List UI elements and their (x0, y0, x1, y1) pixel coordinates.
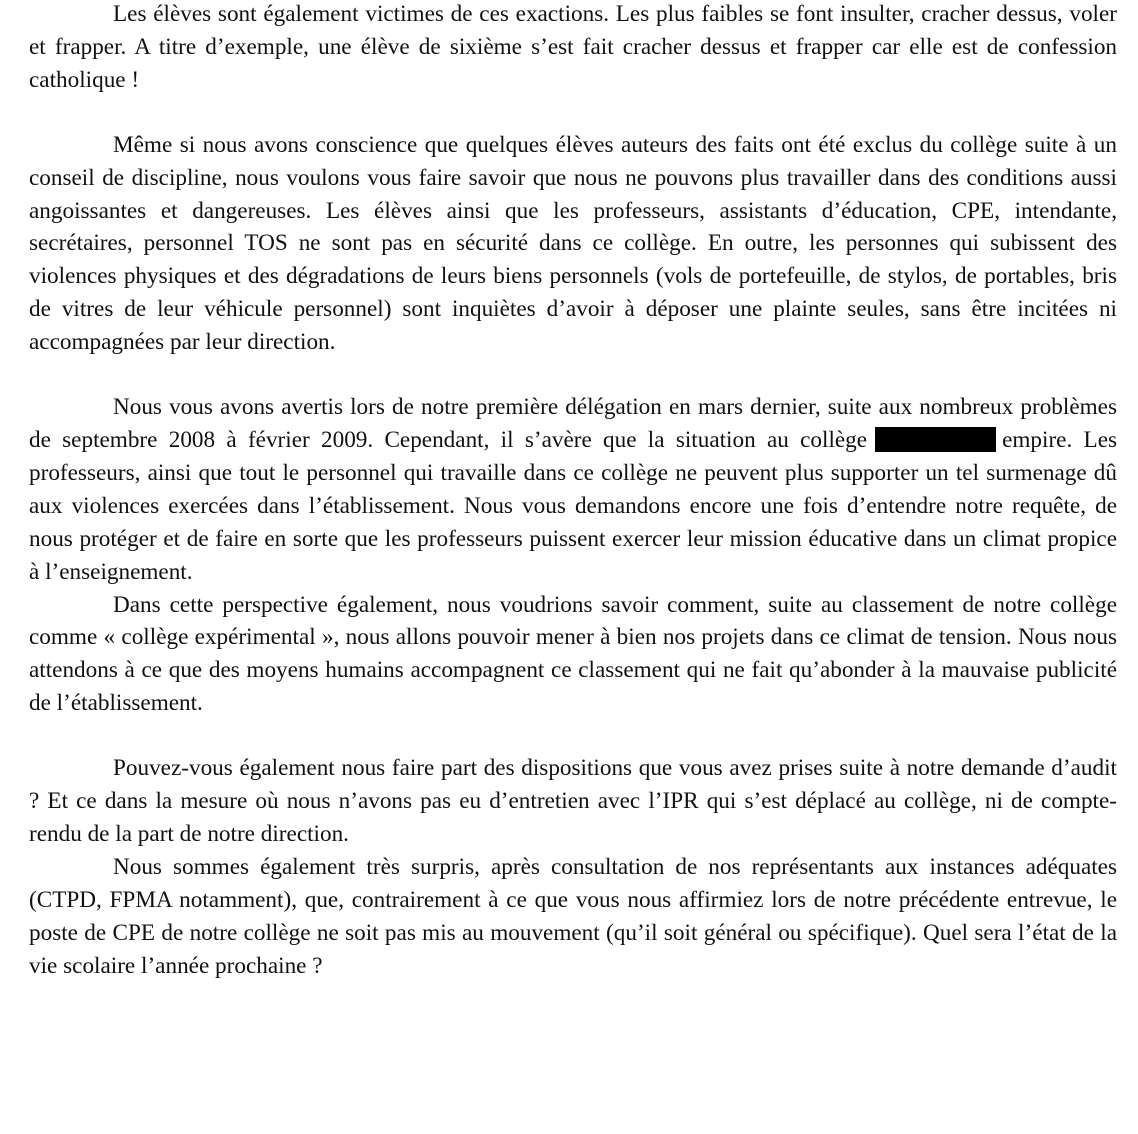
paragraph-experimental: Dans cette perspective également, nous voudrions savoir comment, suite au classement de notre collège comme « collège expérimental », nous allons pouvoir mener à bien nos projets dans ce climat de tension. Nous nous attendons à ce que des moyens humains accompagnent ce classement qui ne fait qu’abonder à la mauvaise publicité de l’établissement. (29, 591, 1117, 717)
paragraph-cpe: Nous sommes également très surpris, après consultation de nos représentants aux instances adéquates (CTPD, FPMA notamment), que, contrairement à ce que vous nous affirmiez lors de notre précédente entrevue, le poste de CPE de notre collège ne soit pas mis au mouvement (qu’il soit général ou spécifique). Quel sera l’état de la vie scolaire l’année prochaine ? (29, 853, 1117, 979)
paragraph-delegation (29, 391, 1117, 588)
paragraph-delegation-part1: Nous vous avons avertis lors de notre première délégation en mars dernier, suite aux nombreux problèmes de septembre 2008 à février 2009. Cependant, il s’avère que la situation au collège (29, 394, 1117, 453)
paragraph-safety: Même si nous avons conscience que quelques élèves auteurs des faits ont été exclus du collège suite à un conseil de discipline, nous voulons vous faire savoir que nous ne pouvons plus travailler dans des conditions aussi angoissantes et dangereuses. Les élèves ainsi que les professeurs, assistants d’éducation, CPE, intendante, secrétaires, personnel TOS ne sont pas en sécurité dans ce collège. En outre, les personnes qui subissent des violences physiques et des dégradations de leurs biens personnels (vols de portefeuille, de stylos, de portables, bris de vitres de leur véhicule personnel) sont inquiètes d’avoir à déposer une plainte seules, sans être incitées ni accompagnées par leur direction. (29, 131, 1117, 356)
paragraph-victims: Les élèves sont également victimes de ces exactions. Les plus faibles se font insulter, cracher dessus, voler et frapper. A titre d’exemple, une élève de sixième s’est fait cracher dessus et frapper car elle est de confession catholique ! (29, 1, 1117, 93)
redacted-school-name (875, 427, 996, 452)
paragraph-delegation-part2: empire. Les professeurs, ainsi que tout le personnel qui travaille dans ce collège ne peuvent plus supporter un tel surmenage dû aux violences exercées dans l’établissement. Nous vous demandons encore une fois d’entendre notre requête, de nous protéger et de faire en sorte que les professeurs puissent exercer leur mission éducative dans un climat propice à l’enseignement. (29, 426, 1118, 585)
paragraph-audit: Pouvez-vous également nous faire part des dispositions que vous avez prises suite à notre demande d’audit ? Et ce dans la mesure où nous n’avons pas eu d’entretien avec l’IPR qui s’est déplacé au collège, ni de compte-rendu de la part de notre direction. (29, 755, 1117, 847)
letter-body (29, 0, 1117, 982)
